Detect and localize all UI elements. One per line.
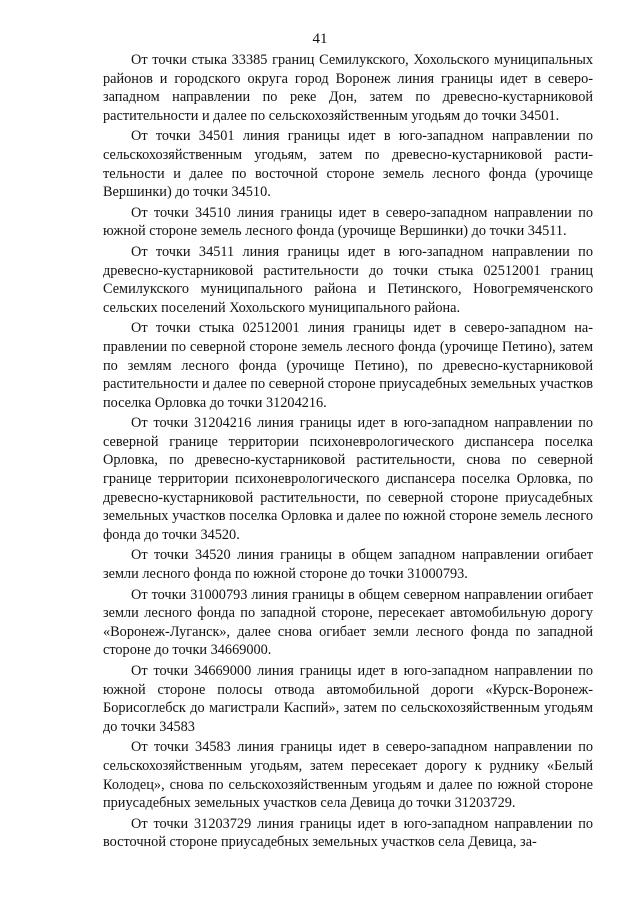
paragraph: От точки 31203729 линия границы идет в юго-западном направлении по восточной стороне приусадебных земельных участков села Девица, за- [103,815,593,851]
paragraph: От точки 34520 линия границы в общем западном направлении огибает земли лесного фонда по южной стороне до точки 31000793. [103,547,593,583]
paragraph: От точки 34510 линия границы идет в северо-западном направлении по южной стороне земель лесного фонда (урочище Вершинки) до точки 34511. [103,204,593,240]
paragraph: От точки 34501 линия границы идет в юго-западном направлении по сельскохозяйственным угодьям, затем по древесно-кустарниковой растительности и далее по восточной стороне земель лесного фонда (урочище Вершинки) до точки 34510. [103,128,593,201]
paragraph: От точки 34583 линия границы идет в северо-западном направлении по сельскохозяйственным угодьям, затем пересекает дорогу к руднику «Белый Колодец», снова по сельскохозяйственным угодьям и далее по южной стороне приусадебных земельных участков села Девица до точки 31203729. [103,739,593,812]
page-number: 41 [312,31,328,47]
paragraph: От точки 31204216 линия границы идет в юго-западном направлении по северной границе территории психоневрологического диспансера поселка Орловка, по древесно-кустарниковой растительности, снова по северной границе территории психоневрологического диспансера поселка Орловка, по древесно-кустарниковой растительности, по северной стороне приусадебных земельных участков поселка Орловка и далее по южной стороне земель лесного фонда до точки 34520. [103,415,593,543]
document-body [103,51,593,854]
paragraph: От точки 34669000 линия границы идет в юго-западном направлении по южной стороне полосы отвода автомобильной дороги «Курск-Воронеж-Борисоглебск до магистрали Каспий», затем по сельскохозяйственным угодьям до точки 34583 [103,663,593,735]
paragraph: От точки 34511 линия границы идет в юго-западном направлении по древесно-кустарниковой растительности до точки стыка 02512001 границ Семилукского муниципального района и Петинского, Новогремяченского сельских поселений Хохольского муниципального района. [103,243,593,316]
paragraph: От точки стыка 02512001 линия границы идет в северо-западном направлении по северной стороне земель лесного фонда (урочище Петино), затем по землям лесного фонда (урочище Петино), по древесно-кустарниковой растительности и далее по северной стороне приусадебных земельных участков поселка Орловка до точки 31204216. [103,320,593,411]
paragraph: От точки 31000793 линия границы в общем северном направлении огибает земли лесного фонда по западной стороне, пересекает автомобильную дорогу «Воронеж-Луганск», далее снова огибает земли лесного фонда по западной стороне до точки 34669000. [103,586,593,659]
paragraph: От точки стыка 33385 границ Семилукского, Хохольского муниципальных районов и городского округа город Воронеж линия границы идет в северо-западном направлении по реке Дон, затем по древесно-кустарниковой растительности и далее по сельскохозяйственным угодьям до точки 34501. [103,52,593,124]
